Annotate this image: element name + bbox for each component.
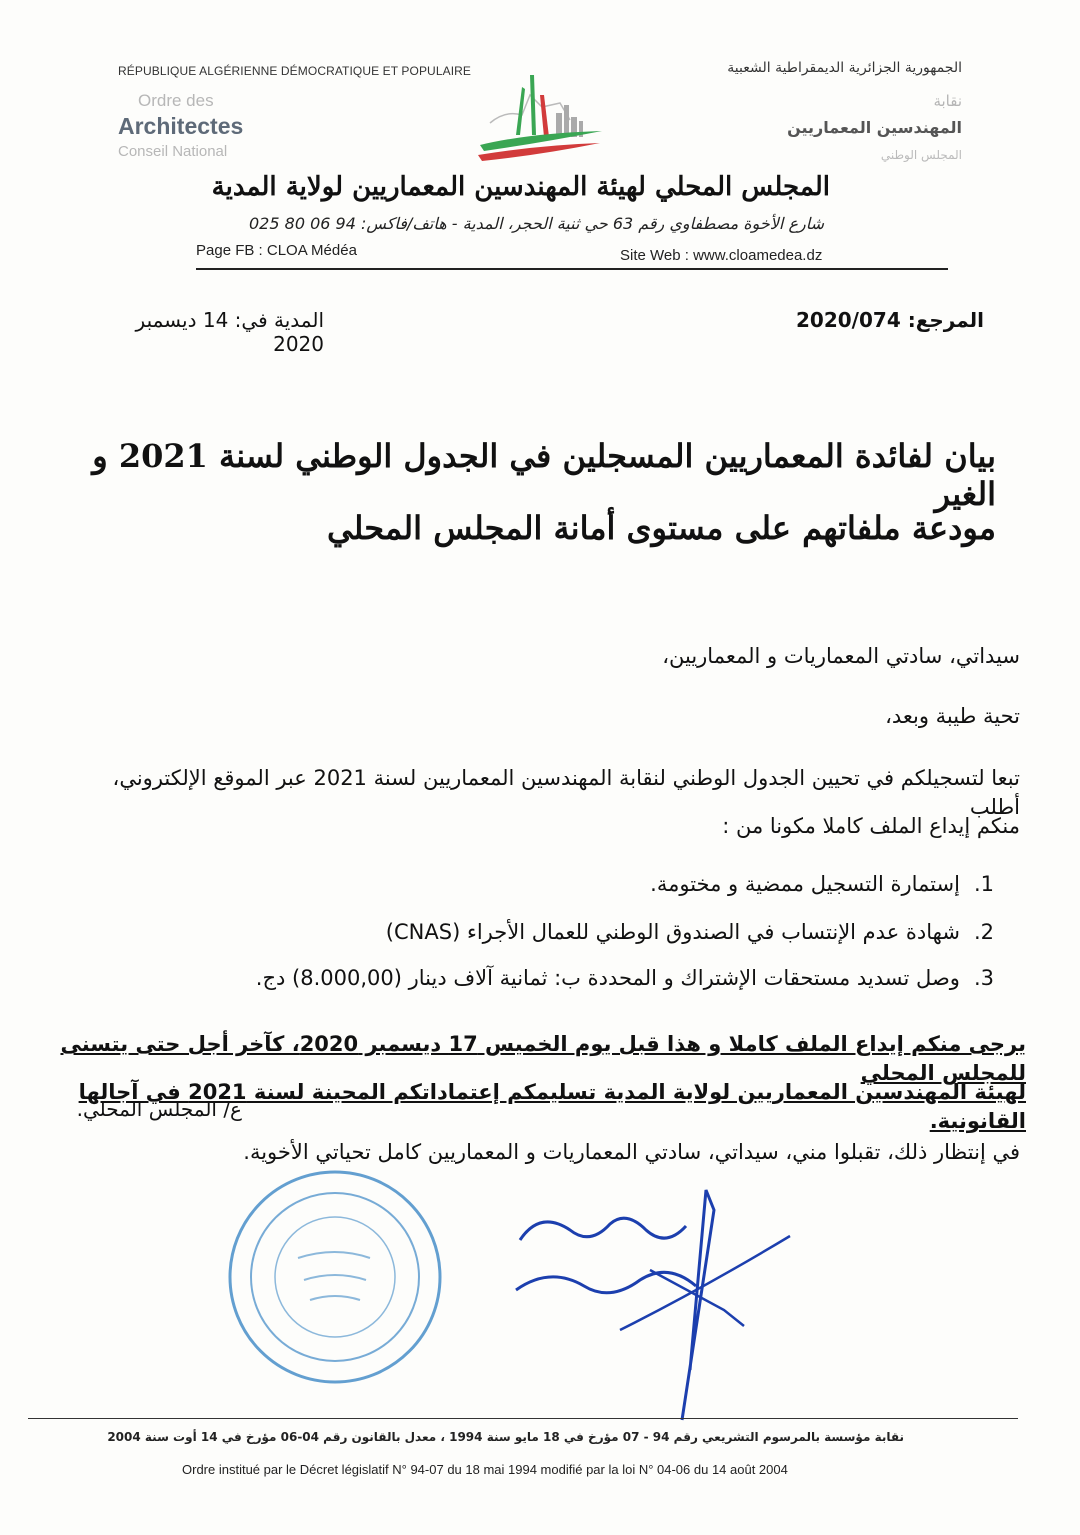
list-item-number: 3.: [973, 966, 994, 990]
architectes-label: Architectes: [118, 113, 244, 139]
president-signature-icon: [500, 1170, 800, 1430]
list-item: [94, 966, 994, 990]
intro-line2: منكم إيداع الملف كاملا مكونا من :: [722, 814, 1020, 838]
list-item: [94, 920, 994, 944]
deadline-notice-line1: يرجى منكم إيداع الملف كاملا و هذا قبل يوم الخميس 17 ديسمبر 2020، كآخر أجل حتى يتسنى للمجلس المحلي: [60, 1032, 1026, 1086]
reference-number: المرجع: 2020/074: [796, 308, 984, 332]
notice-title-line2: مودعة ملفاتهم على مستوى أمانة المجلس المحلي: [326, 509, 996, 547]
list-item-text: وصل تسديد مستحقات الإشتراك و المحددة ب: ثمانية آلاف دينار (8.000,00) دج.: [255, 966, 960, 990]
council-address: شارع الأخوة مصطفاوي رقم 63 حي ثنية الحجر، المدية - هاتف/فاكس: 94 06 80 025: [249, 214, 824, 233]
council-name: المجلس المحلي لهيئة المهندسين المعماريين لولاية المدية: [211, 172, 830, 202]
closing-line: في إنتظار ذلك، تقبلوا مني، سيداتي، سادتي المعماريات و المعماريين كامل تحياتي الأخوية.: [243, 1140, 1020, 1164]
fr-republic-heading: RÉPUBLIQUE ALGÉRIENNE DÉMOCRATIQUE ET POPULAIRE: [118, 64, 472, 78]
list-item: [94, 872, 994, 896]
letter-date: المدية في: 14 ديسمبر 2020: [135, 308, 324, 356]
ordre-des-label: Ordre des: [138, 91, 214, 110]
deadline-notice-line2: لهيئة المهندسين المعماريين لولاية المدية تسليمكم إعتماداتكم المحينة لسنة 2021 في آجالها القانونية.: [78, 1080, 1026, 1134]
list-item-text: شهادة عدم الإنتساب في الصندوق الوطني للعمال الأجراء (CNAS): [385, 920, 960, 944]
on-behalf-label: ع/ المجلس المحلي.: [76, 1097, 242, 1121]
list-item-number: 1.: [973, 872, 994, 896]
ar-republic-heading: الجمهورية الجزائرية الديمقراطية الشعبية: [727, 60, 962, 76]
ar-niqaba-label: نقابة: [933, 92, 962, 110]
greeting: تحية طيبة وبعد،: [885, 704, 1020, 728]
header-divider: [196, 268, 948, 270]
notice-title-line1: بيان لفائدة المعماريين المسجلين في الجدول الوطني لسنة 2021 و الغير: [92, 437, 996, 513]
footer-legal-arabic: نقابة مؤسسة بالمرسوم التشريعي رقم 94 - 07 مؤرخ في 18 مايو سنة 1994 ، معدل بالقانون رقم 04-06 مؤرخ في 14 أوت سنة 2004: [107, 1430, 904, 1444]
official-stamp-icon: [220, 1162, 450, 1392]
footer-legal-french: Ordre institué par le Décret législatif N° 94-07 du 18 mai 1994 modifié par la loi N° 04-06 du 14 août 2004: [182, 1462, 788, 1477]
salutation: سيداتي، سادتي المعماريات و المعماريين،: [662, 644, 1020, 668]
footer-divider: [28, 1418, 1018, 1419]
list-item-number: 2.: [973, 920, 994, 944]
conseil-national-label: Conseil National: [118, 143, 228, 160]
ar-architects-label: المهندسين المعماريين: [787, 118, 962, 137]
facebook-page: Page FB : CLOA Médéa: [196, 242, 357, 259]
ordre-logo-icon: [470, 65, 610, 175]
list-item-text: إستمارة التسجيل ممضية و مختومة.: [650, 872, 960, 896]
ar-national-council-label: المجلس الوطني: [880, 148, 962, 162]
website-link: Site Web : www.cloamedea.dz: [620, 247, 823, 264]
intro-line1: تبعا لتسجيلكم في تحيين الجدول الوطني لنقابة المهندسين المعماريين لسنة 2021 عبر الموقع الإلكتروني، أطلب: [112, 766, 1020, 820]
